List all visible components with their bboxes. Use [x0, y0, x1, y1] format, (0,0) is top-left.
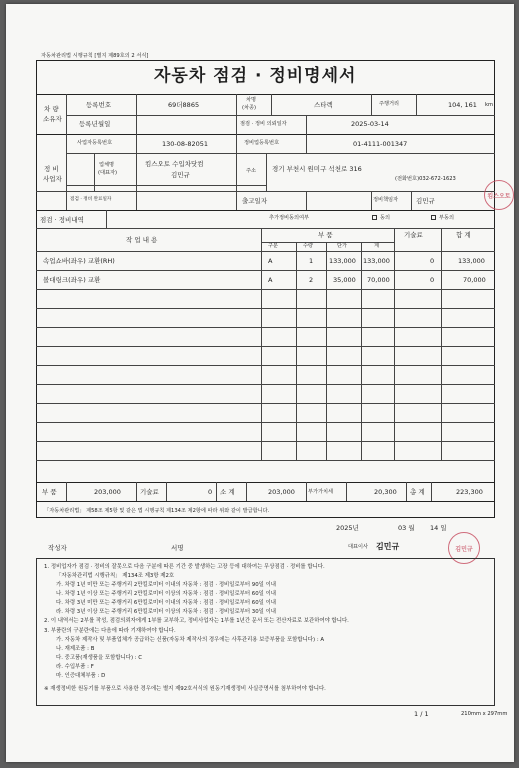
company-name: 킴스오토 수입차닷컴 — [145, 160, 204, 168]
sign-label: 서명 — [171, 544, 184, 552]
total-header: 합 계 — [456, 231, 471, 239]
manager-label: 정비책임자 — [373, 197, 399, 203]
item-labor: 0 — [430, 257, 435, 265]
phone-value: (전화번호)032-672-1623 — [395, 176, 456, 182]
grand-total-value: 223,300 — [456, 488, 483, 496]
parts-total-value: 203,000 — [94, 488, 121, 496]
note-line: 나. 재제조품 : B — [56, 646, 95, 652]
labor-header: 기술료 — [404, 231, 423, 239]
note-line: 라. 수입부품 : F — [56, 664, 94, 670]
labor-total-label: 기술료 — [140, 488, 159, 496]
company-name-label-2: (대표자) — [98, 170, 118, 176]
vehicle-model: 스타렉 — [314, 101, 333, 109]
address-label: 주소 — [246, 168, 257, 174]
item-qty: 2 — [309, 276, 314, 284]
item-sum: 70,000 — [367, 276, 390, 284]
release-date-label: 출고일자 — [242, 197, 268, 205]
parts-header: 부 품 — [318, 231, 333, 239]
labor-total-value: 0 — [208, 488, 213, 496]
consent-option: 동의 — [380, 215, 391, 221]
item-qty: 1 — [309, 257, 314, 265]
note-line: 나. 차령 1년 이상 또는 주행거리 2만킬로미터 이상의 자동차 : 점검 · 정비일로부터 60일 이내 — [56, 591, 277, 597]
note-line: 「자동차관리법 시행규칙」 제134조 제3항 제2호 — [56, 573, 175, 579]
type-subheader: 구분 — [268, 243, 279, 249]
vehicle-type-label: 차명 — [246, 97, 257, 103]
company-name-label: 업체명 — [99, 162, 115, 168]
grand-total-label: 총 계 — [410, 488, 425, 496]
item-type: A — [268, 276, 273, 284]
note-line: 3. 부품란의 구분란에는 다음에 따라 기재하여야 합니다. — [44, 628, 176, 634]
request-date-value: 2025-03-14 — [351, 120, 389, 128]
paper-size: 210mm x 297mm — [461, 711, 508, 717]
first-reg-label: 등록년월일 — [79, 120, 111, 128]
title-divider — [36, 94, 495, 95]
writer-label: 작성자 — [48, 544, 67, 552]
note-line: 라. 차령 3년 이상 또는 주행거리 6만킬로미터 이상의 자동차 : 점검 · 정비일로부터 30일 이내 — [56, 609, 277, 615]
subtotal-label: 소 계 — [220, 488, 235, 496]
completion-date-label: 점검 · 정비 완료일자 — [70, 197, 112, 202]
vehicle-type-label-2: (차종) — [242, 105, 257, 111]
mileage-unit: km — [485, 102, 494, 108]
consent-checkbox — [372, 215, 377, 220]
form-reference: 자동차관리법 시행규칙 [별지 제89호의 2 서식] — [41, 53, 149, 59]
business-section-label: 정 비 — [44, 165, 59, 173]
issue-day: 14 일 — [430, 524, 447, 532]
item-name: 볼대링크(좌우) 교환 — [43, 276, 101, 284]
manager-value: 김민규 — [416, 197, 435, 205]
subtotal-value: 203,000 — [268, 488, 295, 496]
company-seal: 킴스오토 — [484, 180, 514, 210]
mileage-label: 주행거리 — [379, 101, 400, 107]
maint-no-value: 01-4111-001347 — [353, 140, 408, 148]
biz-no-value: 130-08-82051 — [162, 140, 209, 148]
request-date-label: 점검 · 정비 의뢰일자 — [240, 121, 287, 127]
note-line: 다. 차령 3년 미만 또는 주행거리 6만킬로미터 이내의 자동차 : 점검 · 정비일로부터 60일 이내 — [56, 600, 277, 606]
note-line: ※ 재생정비한 원동기를 부품으로 사용한 경우에는 별지 제92호서식의 원동기재생정비 사실증명서를 첨부하여야 합니다. — [44, 686, 326, 692]
item-sum: 133,000 — [363, 257, 390, 265]
item-total: 70,000 — [463, 276, 486, 284]
issue-month: 03 월 — [398, 524, 415, 532]
business-section-label-2: 사업자 — [43, 175, 62, 183]
note-line: 가. 차령 1년 미만 또는 주행거리 2만킬로미터 이내의 자동차 : 점검 · 정비일로부터 90일 이내 — [56, 582, 277, 588]
maint-no-label: 정비업등록번호 — [244, 140, 280, 146]
page-number: 1 / 1 — [414, 710, 429, 718]
parts-total-label: 부 품 — [42, 488, 57, 496]
owner-section-label-2: 소유자 — [43, 115, 62, 123]
unit-subheader: 단가 — [337, 243, 348, 249]
note-line: 1. 정비업자가 점검 · 정비의 잘못으로 다음 구분에 따른 기간 중 발생하는 고장 등에 대하여는 무상점검 · 정비를 합니다. — [44, 564, 325, 570]
address-value: 경기 부천시 원미구 석천로 316 — [272, 165, 362, 173]
item-unit-price: 133,000 — [329, 257, 356, 265]
owner-section-label: 차 량 — [44, 105, 59, 113]
refuse-option: 부동의 — [439, 215, 455, 221]
reg-no-value: 69더8865 — [168, 101, 200, 109]
document-title: 자동차 점검 · 정비명세서 — [154, 66, 357, 86]
refuse-checkbox — [431, 215, 436, 220]
item-labor: 0 — [430, 276, 435, 284]
work-header: 작 업 내 용 — [126, 236, 158, 244]
mileage-value: 104, 161 — [448, 101, 477, 109]
note-line: 2. 이 내역서는 2부를 작성, 점검의뢰자에게 1부를 교부하고, 정비사업자는 1부를 1년간 문서 또는 전산자료로 보관하여야 합니다. — [44, 618, 349, 624]
item-unit-price: 35,000 — [333, 276, 356, 284]
representative-seal: 김민규 — [448, 532, 480, 564]
issue-statement: 「자동차관리법」 제58조 제5항 및 같은 법 시행규칙 제134조 제2항에 따라 위와 같이 발급합니다. — [44, 508, 270, 514]
item-name: 속업쇼바(좌우) 교환(RH) — [43, 257, 115, 265]
qty-subheader: 수량 — [303, 243, 314, 249]
reg-no-label: 등록번호 — [86, 101, 112, 109]
company-rep: 김민규 — [171, 171, 190, 179]
item-total: 133,000 — [458, 257, 485, 265]
issue-year: 2025년 — [336, 524, 359, 532]
details-label: 점검 · 정비내역 — [40, 216, 84, 224]
rep-name: 김민규 — [376, 542, 400, 551]
note-line: 다. 중고품(재생품을 포함합니다) : C — [56, 655, 143, 661]
extra-consent-label: 추가정비동의여부 — [269, 215, 310, 221]
vat-value: 20,300 — [374, 488, 397, 496]
vat-label: 부가가치세 — [308, 489, 334, 495]
biz-no-label: 사업자등록번호 — [77, 140, 113, 146]
item-type: A — [268, 257, 273, 265]
note-line: 마. 인증대체부품 : D — [56, 673, 106, 679]
document-page — [6, 4, 514, 762]
note-line: 가. 자동차 제작사 및 부품업체가 공급하는 신품(자동차 제작사의 경우에는 사후관리용 보증부품을 포함합니다) : A — [56, 637, 325, 643]
sum-subheader: 계 — [374, 243, 380, 249]
rep-title: 대표이사 — [348, 544, 369, 550]
